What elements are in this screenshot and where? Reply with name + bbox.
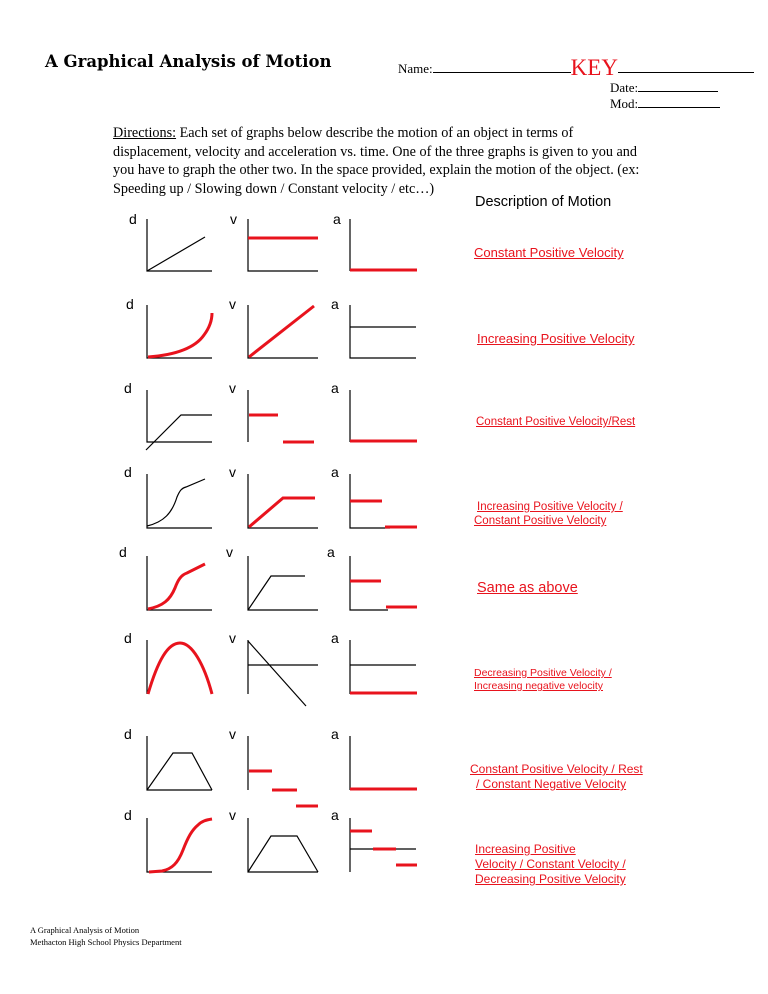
row3-d-curve bbox=[146, 415, 212, 450]
row5-d-answer bbox=[148, 564, 205, 609]
directions-label: Directions: bbox=[113, 125, 177, 141]
row7-d-label: d bbox=[124, 726, 132, 742]
row6-d-answer bbox=[148, 643, 212, 694]
row2-v-answer bbox=[249, 306, 314, 357]
row8-v-label: v bbox=[229, 807, 236, 823]
row2-a-axes bbox=[350, 305, 416, 358]
page-title: A Graphical Analysis of Motion bbox=[45, 52, 332, 71]
row5-d-label: d bbox=[119, 544, 127, 560]
row7-d-curve bbox=[147, 753, 212, 790]
row5-v-axes bbox=[248, 556, 318, 610]
row7-a-label: a bbox=[331, 726, 339, 742]
row2-d-answer bbox=[148, 313, 212, 357]
answer-row8-line1: Increasing Positive bbox=[475, 842, 576, 856]
description-heading: Description of Motion bbox=[475, 194, 612, 210]
row2-v-label: v bbox=[229, 296, 236, 312]
row8-d-label: d bbox=[124, 807, 132, 823]
row5-v-curve bbox=[248, 576, 305, 610]
row4-a-label: a bbox=[331, 464, 339, 480]
row1-d-axes bbox=[147, 219, 212, 271]
answer-row6-line1: Decreasing Positive Velocity / bbox=[474, 667, 612, 679]
row4-d-curve bbox=[147, 479, 205, 526]
row2-a-label: a bbox=[331, 296, 339, 312]
answer-row8-line2: Velocity / Constant Velocity / bbox=[475, 857, 626, 871]
answer-row5-line1: Same as above bbox=[477, 580, 578, 596]
row1-v-axes bbox=[248, 219, 318, 271]
row3-a-label: a bbox=[331, 380, 339, 396]
directions-text: Each set of graphs below describe the motion of an object in terms of displacement, velocity and acceleration vs. time. One of the three graphs is given to you and you have to graph the other two. In the space provided, explain the motion of the object. (ex: Speeding up / Slowing down / Constant velocity / etc…) bbox=[113, 125, 640, 197]
row6-v-curve bbox=[248, 641, 306, 706]
answer-row7-line1: Constant Positive Velocity / Rest bbox=[470, 762, 643, 776]
row8-d-axes bbox=[147, 818, 212, 872]
answer-row6-line2: Increasing negative velocity bbox=[474, 680, 603, 692]
row2-d-label: d bbox=[126, 296, 134, 312]
row5-v-label: v bbox=[226, 544, 233, 560]
row1-d-curve bbox=[147, 237, 205, 271]
row5-a-axes bbox=[350, 556, 388, 610]
row6-d-label: d bbox=[124, 630, 132, 646]
row1-d-label: d bbox=[129, 211, 137, 227]
row1-v-label: v bbox=[230, 211, 237, 227]
row4-v-answer bbox=[249, 498, 315, 527]
answer-row3-line1: Constant Positive Velocity/Rest bbox=[476, 416, 636, 428]
name-value: KEY bbox=[570, 55, 618, 80]
row8-d-answer bbox=[149, 819, 212, 872]
mod-label: Mod: bbox=[610, 96, 639, 111]
page-footer bbox=[30, 924, 182, 948]
row4-d-label: d bbox=[124, 464, 132, 480]
row1-a-label: a bbox=[333, 211, 341, 227]
row6-a-label: a bbox=[331, 630, 339, 646]
date-label: Date: bbox=[610, 80, 639, 95]
answer-row8-line3: Decreasing Positive Velocity bbox=[475, 872, 626, 886]
answer-row2-line1: Increasing Positive Velocity bbox=[477, 331, 635, 346]
name-label: Name: bbox=[398, 61, 433, 76]
row3-d-label: d bbox=[124, 380, 132, 396]
row4-v-label: v bbox=[229, 464, 236, 480]
answer-row4-line2: Constant Positive Velocity bbox=[474, 515, 607, 527]
footer-line1: A Graphical Analysis of Motion bbox=[30, 925, 140, 935]
row4-d-axes bbox=[147, 474, 212, 528]
row6-v-label: v bbox=[229, 630, 236, 646]
answer-row4-line1: Increasing Positive Velocity / bbox=[477, 501, 623, 513]
answer-row7-line2: / Constant Negative Velocity bbox=[476, 777, 627, 791]
row8-v-axes bbox=[248, 818, 318, 872]
answer-row1-line1: Constant Positive Velocity bbox=[474, 245, 624, 260]
row8-v-curve bbox=[248, 836, 318, 872]
row7-v-label: v bbox=[229, 726, 236, 742]
row3-v-label: v bbox=[229, 380, 236, 396]
row8-a-label: a bbox=[331, 807, 339, 823]
footer-line2: Methacton High School Physics Department bbox=[30, 937, 182, 947]
row5-a-label: a bbox=[327, 544, 335, 560]
row7-d-axes bbox=[147, 736, 212, 790]
